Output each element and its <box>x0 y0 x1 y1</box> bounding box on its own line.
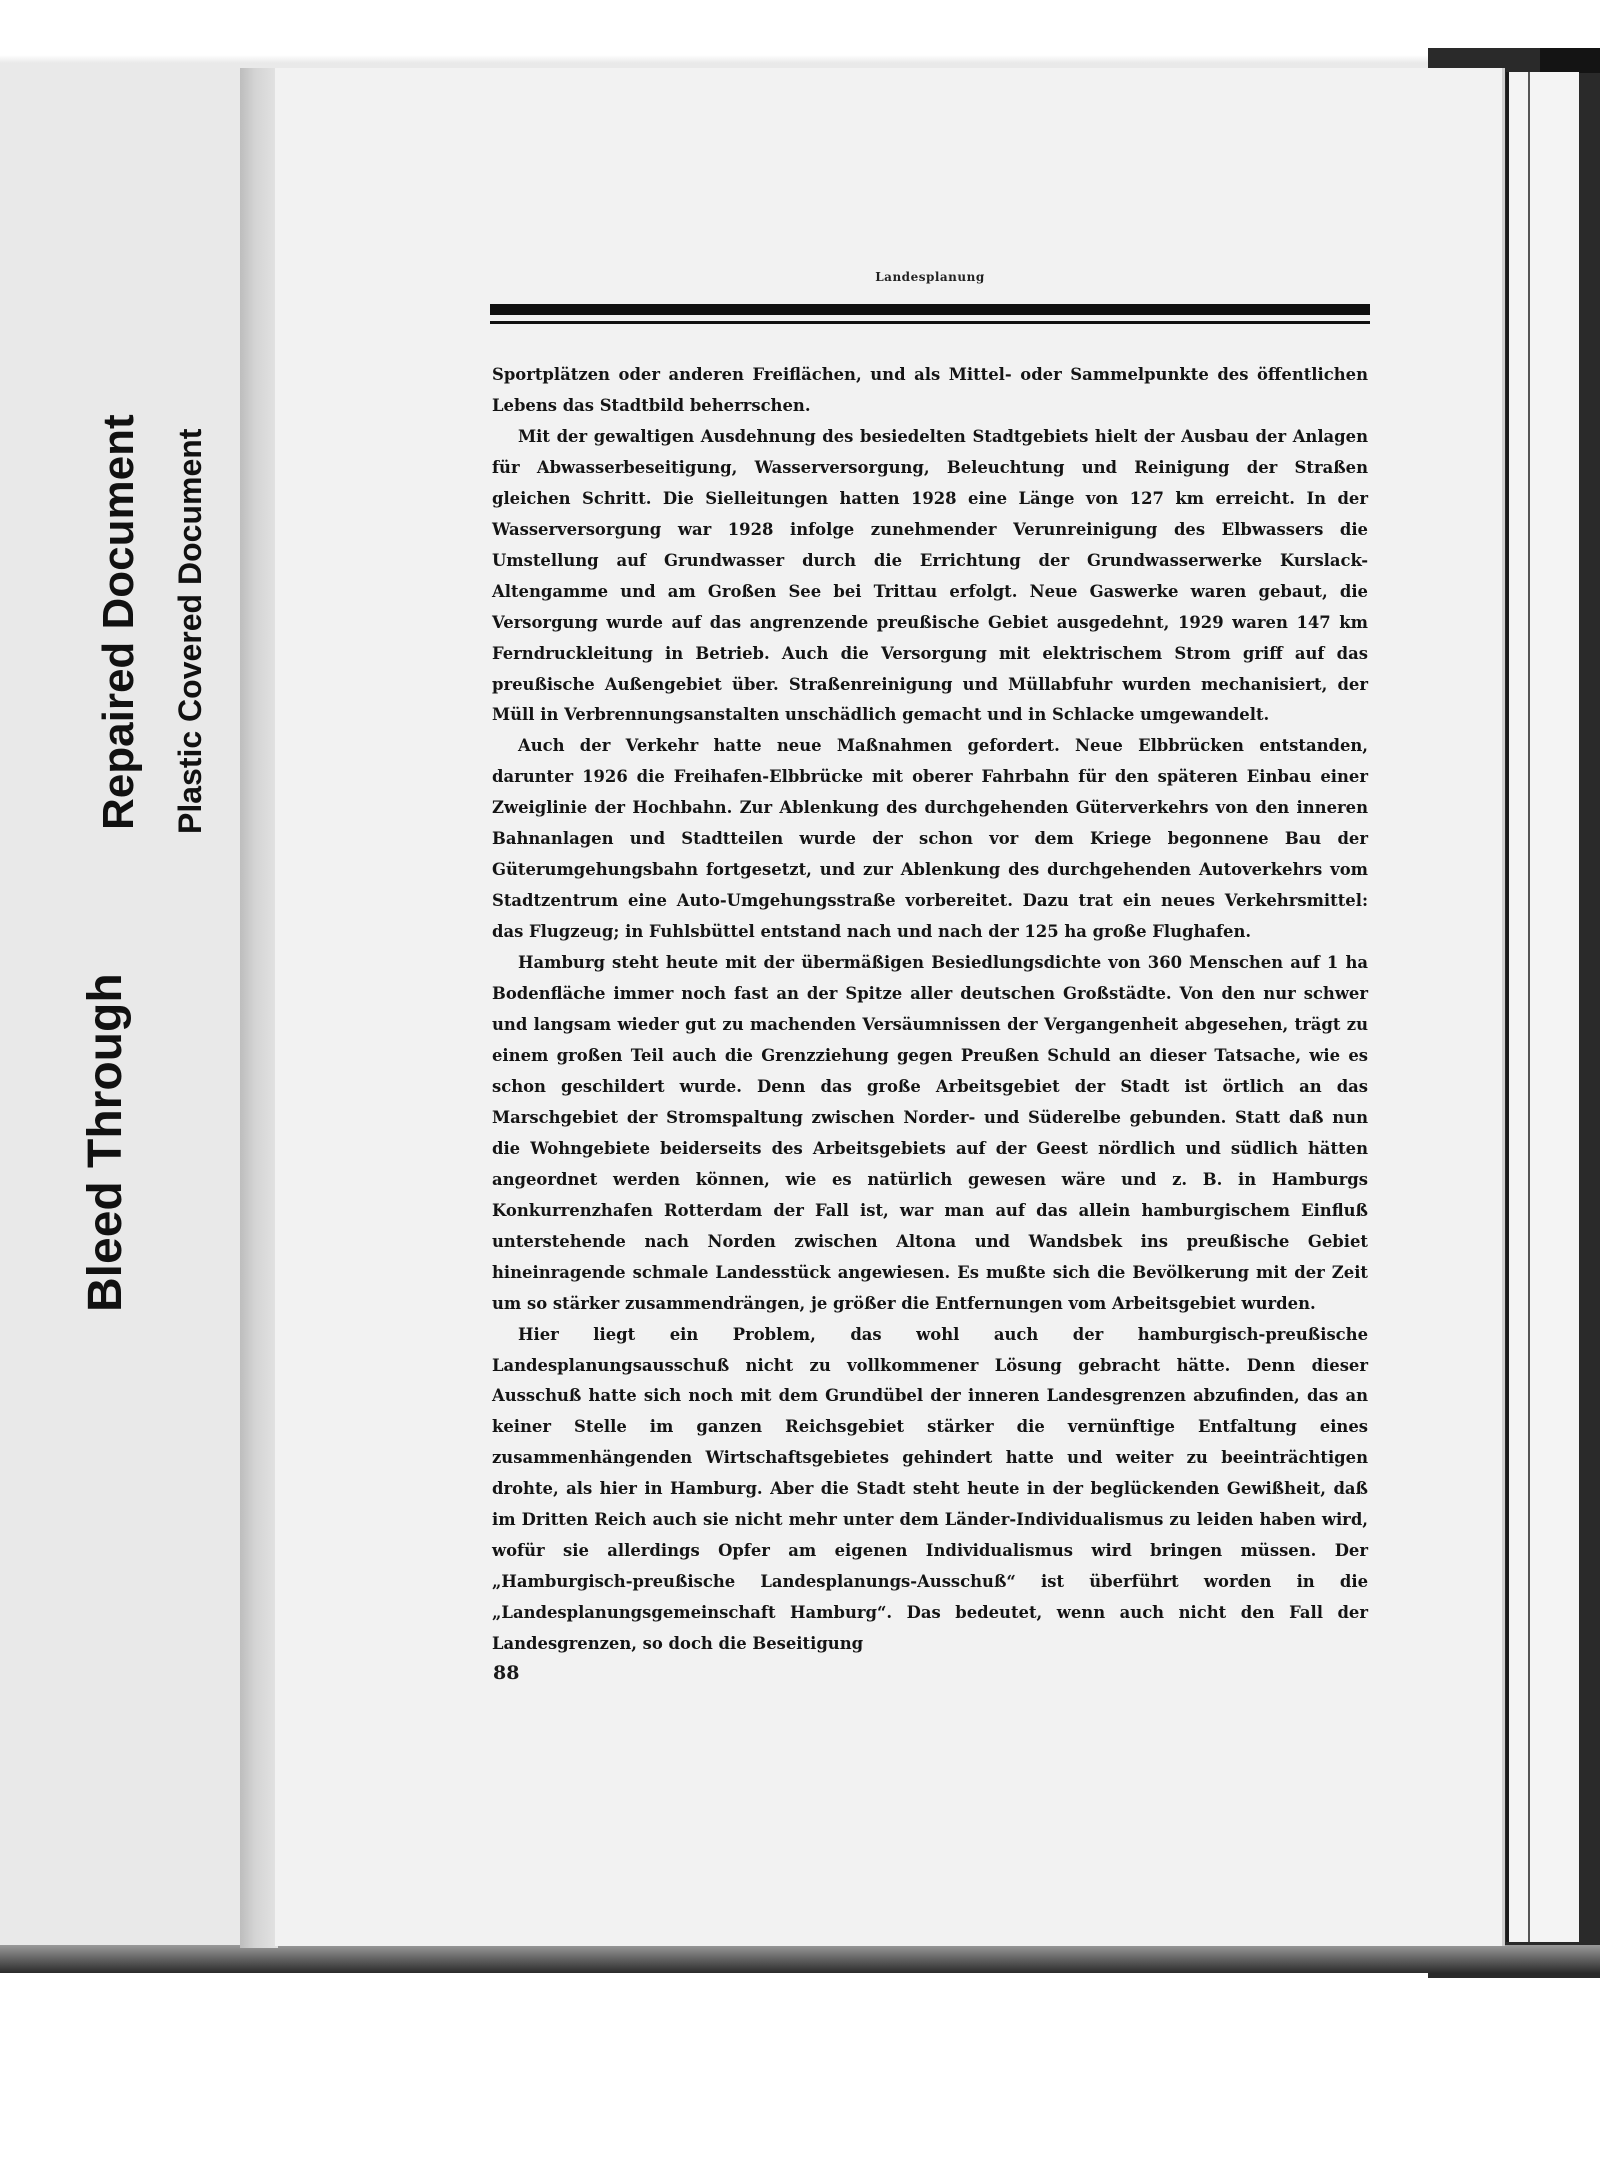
scanner-edge-corner <box>1540 48 1600 73</box>
label-repaired-document: Repaired Document <box>94 414 143 830</box>
body-text <box>492 360 1368 1660</box>
paragraph-1: Sportplätzen oder anderen Freiflächen, und als Mittel- oder Sammelpunkte des öffentlichen Lebens das Stadtbild beherrschen. <box>492 365 1368 415</box>
facing-page-line <box>1528 72 1530 1942</box>
running-head: Landesplanung <box>875 270 985 284</box>
header-rule-thick <box>490 304 1370 315</box>
paragraph-5: Hier liegt ein Problem, das wohl auch der hamburgisch-preußische Landesplanungsausschuß nicht zu vollkommener Lösung gebracht hätte. Denn dieser Ausschuß hatte sich noch mit dem Grundübel der inneren Landesgrenzen abzufinden, das an keiner Stelle im ganzen Reichsgebiet stärker die vernünftige Entfaltung eines zusammenhängenden Wirtschaftsgebietes gehindert hatte und weiter zu beeinträchtigen drohte, als hier in Hamburg. Aber die Stadt steht heute in der beglückenden Gewißheit, daß im Dritten Reich auch sie nicht mehr unter dem Länder-Individualismus zu leiden haben wird, wofür sie allerdings Opfer am eigenen Individualismus wird bringen müssen. Der „Hamburgisch-preußische Landesplanungs-Ausschuß“ ist überführt worden in die „Landesplanungsgemeinschaft Hamburg“. Das bedeutet, wenn auch nicht den Fall der Landesgrenzen, so doch die Beseitigung <box>492 1324 1368 1654</box>
header-rule-thin <box>490 321 1370 324</box>
paragraph-4: Hamburg steht heute mit der übermäßigen Besiedlungsdichte von 360 Menschen auf 1 ha Bodenfläche immer noch fast an der Spitze aller deutschen Großstädte. Von den nur schwer und langsam wieder gut zu machenden Versäumnissen der Vergangenheit abgesehen, trägt zu einem großen Teil auch die Grenzziehung gegen Preußen Schuld an dieser Tatsache, wie es schon geschildert wurde. Denn das große Arbeitsgebiet der Stadt ist örtlich an das Marschgebiet der Stromspaltung zwischen Norder- und Süderelbe gebunden. Statt daß nun die Wohngebiete beiderseits des Arbeitsgebiets auf der Geest nördlich und südlich hätten angeordnet werden können, wie es natürlich gewesen wäre und z. B. in Hamburgs Konkurrenzhafen Rotterdam der Fall ist, war man auf das allein hamburgischem Einfluß unterstehende nach Norden zwischen Altona und Wandsbek ins preußische Gebiet hineinragende schmale Landesstück angewiesen. Es mußte sich die Bevölkerung mit der Zeit um so stärker zusammendrängen, je größer die Entfernungen vom Arbeitsgebiet wurden. <box>492 953 1368 1313</box>
label-plastic-covered-document: Plastic Covered Document <box>172 428 208 834</box>
scanner-edge-bottom <box>0 1945 1600 1973</box>
label-bleed-through: Bleed Through <box>79 973 132 1312</box>
paragraph-2: Mit der gewaltigen Ausdehnung des besiedelten Stadtgebiets hielt der Ausbau der Anlagen für Abwasserbeseitigung, Wasserversorgung, Beleuchtung und Reinigung der Straßen gleichen Schritt. Die Sielleitungen hatten 1928 eine Länge von 127 km erreicht. In der Wasserversorgung war 1928 infolge zunehmender Verunreinigung des Elbwassers die Umstellung auf Grundwasser durch die Errichtung der Grundwasserwerke Kurslack-Altengamme und am Großen See bei Trittau erfolgt. Neue Gaswerke waren gebaut, die Versorgung wurde auf das angrenzende preußische Gebiet ausgedehnt, 1929 waren 147 km Ferndruckleitung in Betrieb. Auch die Versorgung mit elektrischem Strom griff auf das preußische Außengebiet über. Straßenreinigung und Müllabfuhr wurden mechanisiert, der Müll in Verbrennungsanstalten unschädlich gemacht und in Schlacke umgewandelt. <box>492 426 1368 725</box>
page-number: 88 <box>493 1662 520 1684</box>
book-gutter <box>240 68 278 1948</box>
facing-page-edge <box>1506 72 1579 1942</box>
paragraph-3: Auch der Verkehr hatte neue Maßnahmen gefordert. Neue Elbbrücken entstanden, darunter 1926 die Freihafen-Elbbrücke mit oberer Fahrbahn für den späteren Einbau einer Zweiglinie der Hochbahn. Zur Ablenkung des durchgehenden Güterverkehrs von den inneren Bahnanlagen und Stadtteilen wurde der schon vor dem Kriege begonnene Bau der Güterumgehungsbahn fortgesetzt, und zur Ablenkung des durchgehenden Autoverkehrs vom Stadtzentrum eine Auto-Umgehungsstraße vorbereitet. Dazu trat ein neues Verkehrsmittel: das Flugzeug; in Fuhlsbüttel entstand nach und nach der 125 ha große Flughafen. <box>492 736 1368 942</box>
